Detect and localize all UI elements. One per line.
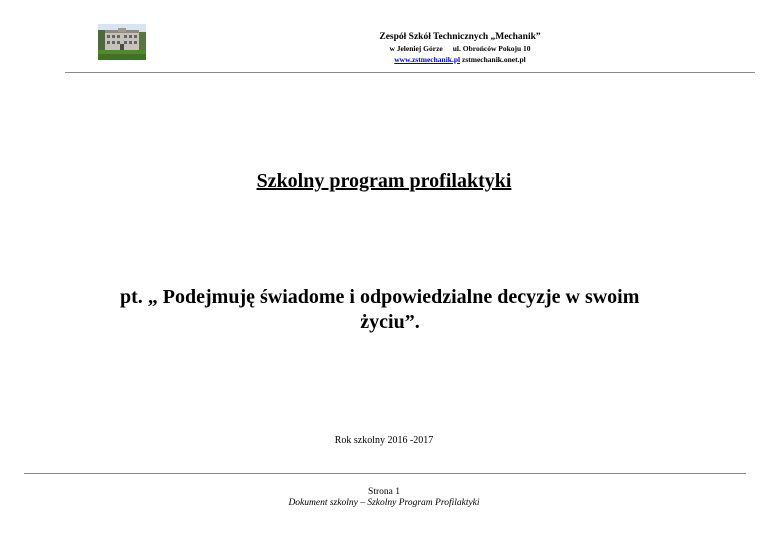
footer-divider <box>24 473 746 474</box>
subtitle-line-1: pt. „ Podejmuję świadome i odpowiedzialne decyzje w swoim <box>120 286 640 308</box>
page-footer <box>0 487 768 509</box>
document-subtitle <box>120 285 768 335</box>
school-year: Rok szkolny 2016 -2017 <box>334 435 434 446</box>
subtitle-line-2: życiu”. <box>360 311 420 333</box>
school-name: Zespół Szkół Technicznych „Mechanik” <box>379 32 541 42</box>
header-divider <box>65 72 755 73</box>
email-text: zstmechanik.onet.pl <box>461 55 526 64</box>
school-header <box>310 31 610 65</box>
school-building-logo <box>98 24 146 60</box>
school-city: w Jeleniej Górze <box>389 44 443 53</box>
page-number: Strona 1 <box>368 487 400 497</box>
school-building-image <box>98 24 146 60</box>
website-link[interactable]: www.zstmechanik.pl <box>394 55 461 64</box>
school-address <box>310 43 610 54</box>
school-contacts <box>310 54 610 65</box>
document-title: Szkolny program profilaktyki <box>256 170 512 192</box>
school-street: ul. Obrońców Pokoju 10 <box>452 44 531 53</box>
document-label: Dokument szkolny – Szkolny Program Profilaktyki <box>288 498 480 508</box>
